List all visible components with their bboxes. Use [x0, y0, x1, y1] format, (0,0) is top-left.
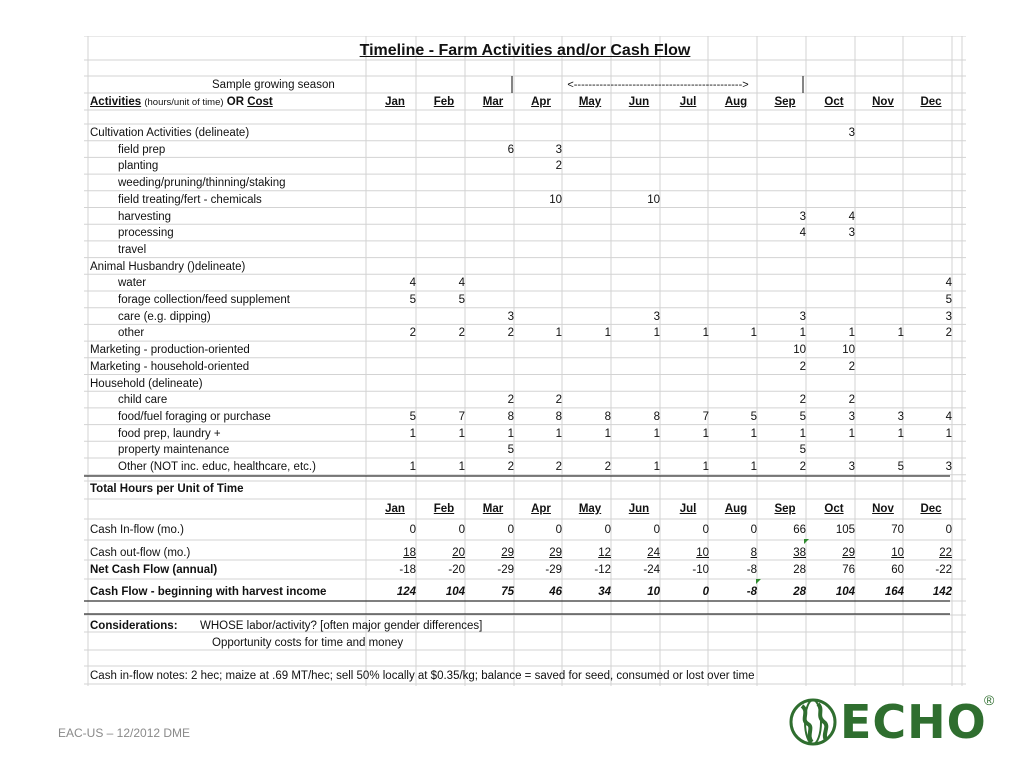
cell-mar: 29 — [501, 547, 514, 559]
cell-jan: 0 — [409, 524, 416, 536]
cell-sep: 2 — [799, 394, 806, 407]
table-row — [84, 392, 966, 409]
month-header-dec: Dec — [920, 96, 942, 108]
cell-aug: 1 — [750, 327, 757, 340]
notes-row — [84, 668, 966, 685]
table-row — [84, 275, 966, 292]
comment-marker — [804, 539, 809, 544]
cell-mar: 0 — [507, 524, 514, 536]
cell-jun: 8 — [653, 410, 660, 423]
cell-dec: 4 — [945, 410, 952, 423]
cell-apr: -29 — [545, 564, 562, 576]
cell-apr: 3 — [555, 143, 562, 156]
considerations-label: Considerations: — [90, 620, 178, 632]
row-label: Cultivation Activities (delineate) — [90, 127, 250, 139]
cell-may: 34 — [598, 586, 611, 598]
cell-mar: 2 — [507, 327, 514, 340]
cell-dec: 142 — [932, 586, 952, 598]
globe-icon — [788, 694, 838, 750]
table-row — [84, 142, 966, 159]
cell-feb: 2 — [458, 327, 465, 340]
month-header-jun: Jun — [628, 96, 650, 108]
row-label: Other (NOT inc. educ, healthcare, etc.) — [118, 461, 316, 473]
cell-aug: 0 — [750, 524, 757, 536]
logo-text: ECHO — [840, 695, 987, 749]
cell-mar: 2 — [507, 394, 514, 407]
cell-jul: 10 — [696, 547, 709, 559]
sheet-title: Timeline - Farm Activities and/or Cash Flow — [359, 42, 691, 59]
table-row — [84, 376, 966, 393]
row-label: Marketing - production-oriented — [90, 344, 250, 357]
cell-mar: 2 — [507, 461, 514, 473]
cell-aug: 1 — [750, 461, 757, 473]
cell-feb: 1 — [458, 427, 465, 440]
cell-mar: 8 — [507, 410, 514, 423]
cash-inflow-label: Cash In-flow (mo.) — [90, 524, 184, 536]
month-header-oct: Oct — [824, 96, 844, 108]
cell-feb: 4 — [458, 277, 465, 290]
cell-jan: 4 — [409, 277, 416, 290]
cell-mar: 6 — [507, 143, 514, 156]
considerations-row — [84, 618, 966, 635]
cell-dec: 4 — [945, 277, 952, 290]
month-header-nov: Nov — [872, 96, 894, 108]
cell-sep: 5 — [799, 444, 806, 457]
cell-sep: 3 — [799, 310, 806, 323]
spreadsheet — [84, 36, 966, 686]
table-row — [84, 292, 966, 309]
cell-may: 0 — [604, 524, 611, 536]
cell-jul: 0 — [702, 586, 709, 598]
cell-oct: 4 — [848, 210, 855, 223]
table-row — [84, 259, 966, 276]
cell-sep: 1 — [799, 427, 806, 440]
cell-jan: 124 — [396, 586, 416, 598]
or-word: OR — [226, 96, 244, 108]
table-row — [84, 175, 966, 192]
cash-outflow-label: Cash out-flow (mo.) — [90, 547, 191, 559]
cell-may: 8 — [604, 410, 611, 423]
table-row — [84, 158, 966, 175]
cell-feb: 1 — [458, 461, 465, 473]
cell-apr: 8 — [555, 410, 562, 423]
cell-jun: 3 — [653, 310, 660, 323]
cell-nov: 60 — [891, 564, 904, 576]
cell-nov: 1 — [897, 327, 904, 340]
unit-note: (hours/unit of time) — [144, 97, 224, 108]
cell-jan: 5 — [409, 410, 416, 423]
cell-oct: 2 — [848, 394, 855, 407]
total-hours-label: Total Hours per Unit of Time — [90, 483, 244, 495]
month-header-feb: Feb — [433, 96, 455, 108]
table-row — [84, 359, 966, 376]
row-label: harvesting — [118, 210, 172, 223]
row-label: travel — [118, 243, 147, 256]
table-row — [84, 342, 966, 359]
comment-marker — [756, 579, 761, 584]
cell-mar: 75 — [501, 586, 514, 598]
cash-outflow-row — [84, 545, 966, 562]
table-row — [84, 442, 966, 459]
cell-jan: 1 — [409, 427, 416, 440]
cell-jul: 1 — [702, 461, 709, 473]
cell-sep: 10 — [793, 344, 806, 357]
month-header-dec: Dec — [920, 503, 942, 515]
month-header-row-2 — [84, 501, 966, 518]
cell-sep: 28 — [793, 586, 806, 598]
cell-dec: 1 — [945, 427, 952, 440]
row-label: forage collection/feed supplement — [118, 294, 290, 306]
cell-jun: -24 — [643, 564, 660, 576]
cell-dec: 5 — [945, 294, 952, 306]
net-cash-flow-label: Net Cash Flow (annual) — [90, 564, 218, 576]
cell-jan: 1 — [409, 461, 416, 473]
cell-dec: 3 — [945, 310, 952, 323]
cell-jun: 1 — [653, 461, 660, 473]
cell-sep: 38 — [793, 547, 806, 559]
considerations-line2: Opportunity costs for time and money — [212, 637, 404, 649]
month-header-oct: Oct — [824, 503, 844, 515]
cell-jun: 24 — [647, 547, 660, 559]
cell-may: 2 — [604, 461, 611, 473]
month-header-aug: Aug — [724, 503, 748, 515]
cell-aug: -8 — [746, 586, 757, 598]
cell-mar: 5 — [507, 444, 514, 457]
cash-inflow-notes: Cash in-flow notes: 2 hec; maize at .69 MT/hec; sell 50% locally at $0.35/kg; balance = saved for seed, consumed or lost over time — [90, 670, 755, 682]
cell-aug: 1 — [750, 427, 757, 440]
cell-oct: 105 — [835, 524, 855, 536]
month-header-jul: Jul — [679, 96, 697, 108]
month-header-apr: Apr — [531, 503, 551, 515]
cell-may: 12 — [598, 547, 611, 559]
row-label: water — [118, 277, 147, 290]
month-header-jan: Jan — [385, 96, 405, 108]
cell-oct: 3 — [848, 410, 855, 423]
table-row — [84, 325, 966, 342]
considerations-line1: WHOSE labor/activity? [often major gender differences] — [200, 620, 483, 632]
month-header-may: May — [578, 96, 602, 108]
month-header-apr: Apr — [531, 96, 551, 108]
cell-mar: 3 — [507, 310, 514, 323]
cell-jun: 0 — [653, 524, 660, 536]
cell-oct: 3 — [848, 461, 855, 473]
row-label: Household (delineate) — [90, 377, 203, 390]
month-header-sep: Sep — [774, 96, 796, 108]
row-label: care (e.g. dipping) — [118, 310, 211, 323]
cell-apr: 1 — [555, 427, 562, 440]
cell-jul: 0 — [702, 524, 709, 536]
row-label: field prep — [118, 143, 166, 156]
cell-nov: 1 — [897, 427, 904, 440]
cell-apr: 10 — [549, 193, 562, 206]
cell-sep: 5 — [799, 410, 806, 423]
cell-apr: 46 — [549, 586, 562, 598]
table-row — [84, 459, 966, 476]
cell-sep: 2 — [799, 360, 806, 373]
cell-jan: 18 — [403, 547, 416, 559]
table-row — [84, 192, 966, 209]
cell-sep: 3 — [799, 210, 806, 223]
cell-sep: 4 — [799, 227, 806, 240]
cell-nov: 10 — [891, 547, 904, 559]
cell-apr: 1 — [555, 327, 562, 340]
table-row — [84, 209, 966, 226]
cell-jan: 5 — [409, 294, 416, 306]
month-header-may: May — [578, 503, 602, 515]
cell-dec: 3 — [945, 461, 952, 473]
month-header-jun: Jun — [628, 503, 650, 515]
cell-mar: 1 — [507, 427, 514, 440]
cell-aug: 8 — [750, 547, 757, 559]
month-header-sep: Sep — [774, 503, 796, 515]
table-row — [84, 409, 966, 426]
activities-heading: Activities — [90, 96, 142, 108]
header-row — [84, 94, 966, 111]
table-row — [84, 125, 966, 142]
table-row — [84, 426, 966, 443]
cell-jul: -10 — [692, 564, 709, 576]
cell-dec: 22 — [939, 547, 952, 559]
season-row — [84, 77, 966, 94]
cell-sep: 1 — [799, 327, 806, 340]
cell-sep: 28 — [793, 564, 806, 576]
header-label — [90, 94, 273, 111]
cell-oct: 3 — [848, 227, 855, 240]
cell-mar: -29 — [497, 564, 514, 576]
row-label: weeding/pruning/thinning/staking — [118, 177, 286, 190]
table-row — [84, 309, 966, 326]
month-header-aug: Aug — [724, 96, 748, 108]
row-label: Marketing - household-oriented — [90, 360, 250, 373]
cell-dec: -22 — [935, 564, 952, 576]
cell-apr: 29 — [549, 547, 562, 559]
cell-jul: 7 — [702, 410, 709, 423]
month-header-feb: Feb — [433, 503, 455, 515]
cell-jan: 2 — [409, 327, 416, 340]
cell-nov: 5 — [897, 461, 904, 473]
season-arrow: <----------------------------------------------> — [567, 79, 749, 91]
slide-footer: EAC-US – 12/2012 DME — [58, 726, 191, 740]
cell-jul: 1 — [702, 327, 709, 340]
cell-apr: 2 — [555, 394, 562, 407]
cell-apr: 2 — [555, 160, 562, 173]
cell-apr: 0 — [555, 524, 562, 536]
cell-oct: 76 — [842, 564, 855, 576]
row-label: Animal Husbandry ()delineate) — [90, 260, 246, 273]
registered-mark: ® — [984, 692, 995, 708]
table-row — [84, 242, 966, 259]
cell-oct: 2 — [848, 360, 855, 373]
cell-jun: 1 — [653, 327, 660, 340]
row-label: processing — [118, 227, 174, 240]
cell-dec: 2 — [945, 327, 952, 340]
row-label: property maintenance — [118, 444, 230, 457]
cell-oct: 104 — [835, 586, 855, 598]
row-label: food prep, laundry + — [118, 427, 221, 440]
cash-inflow-row — [84, 522, 966, 539]
table-row — [84, 225, 966, 242]
cell-oct: 29 — [842, 547, 855, 559]
cell-feb: -20 — [448, 564, 465, 576]
cell-dec: 0 — [945, 524, 952, 536]
cell-may: -12 — [594, 564, 611, 576]
cell-feb: 104 — [445, 586, 465, 598]
row-label: planting — [118, 160, 159, 173]
cell-oct: 3 — [848, 127, 855, 139]
row-label: other — [118, 327, 145, 340]
row-label: food/fuel foraging or purchase — [118, 410, 271, 423]
cell-feb: 0 — [458, 524, 465, 536]
cell-feb: 7 — [458, 410, 465, 423]
cell-jun: 1 — [653, 427, 660, 440]
considerations-row-2 — [84, 635, 966, 652]
cell-oct: 10 — [842, 344, 855, 357]
cell-oct: 1 — [848, 327, 855, 340]
cell-sep: 66 — [793, 524, 806, 536]
season-label: Sample growing season — [212, 79, 335, 91]
cash-flow-harvest-label: Cash Flow - beginning with harvest income — [90, 586, 327, 598]
cell-jun: 10 — [647, 193, 660, 206]
month-header-mar: Mar — [482, 503, 504, 515]
cell-nov: 3 — [897, 410, 904, 423]
echo-logo — [788, 694, 1002, 750]
row-label: field treating/fert - chemicals — [118, 193, 262, 206]
cost-heading: Cost — [247, 96, 273, 108]
cell-feb: 5 — [458, 294, 465, 306]
month-header-jul: Jul — [679, 503, 697, 515]
cell-aug: -8 — [746, 564, 757, 576]
cell-may: 1 — [604, 427, 611, 440]
cell-jul: 1 — [702, 427, 709, 440]
month-header-nov: Nov — [872, 503, 894, 515]
cell-aug: 5 — [750, 410, 757, 423]
month-header-jan: Jan — [385, 503, 405, 515]
net-cash-flow-row — [84, 562, 966, 579]
cash-flow-harvest-row — [84, 584, 966, 601]
cell-sep: 2 — [799, 461, 806, 473]
cell-nov: 70 — [891, 524, 904, 536]
cell-jun: 10 — [647, 586, 660, 598]
row-label: child care — [118, 394, 168, 407]
total-hours-row — [84, 481, 966, 498]
cell-may: 1 — [604, 327, 611, 340]
month-header-mar: Mar — [482, 96, 504, 108]
cell-nov: 164 — [884, 586, 904, 598]
cell-feb: 20 — [452, 547, 465, 559]
cell-oct: 1 — [848, 427, 855, 440]
cell-apr: 2 — [555, 461, 562, 473]
cell-jan: -18 — [399, 564, 416, 576]
